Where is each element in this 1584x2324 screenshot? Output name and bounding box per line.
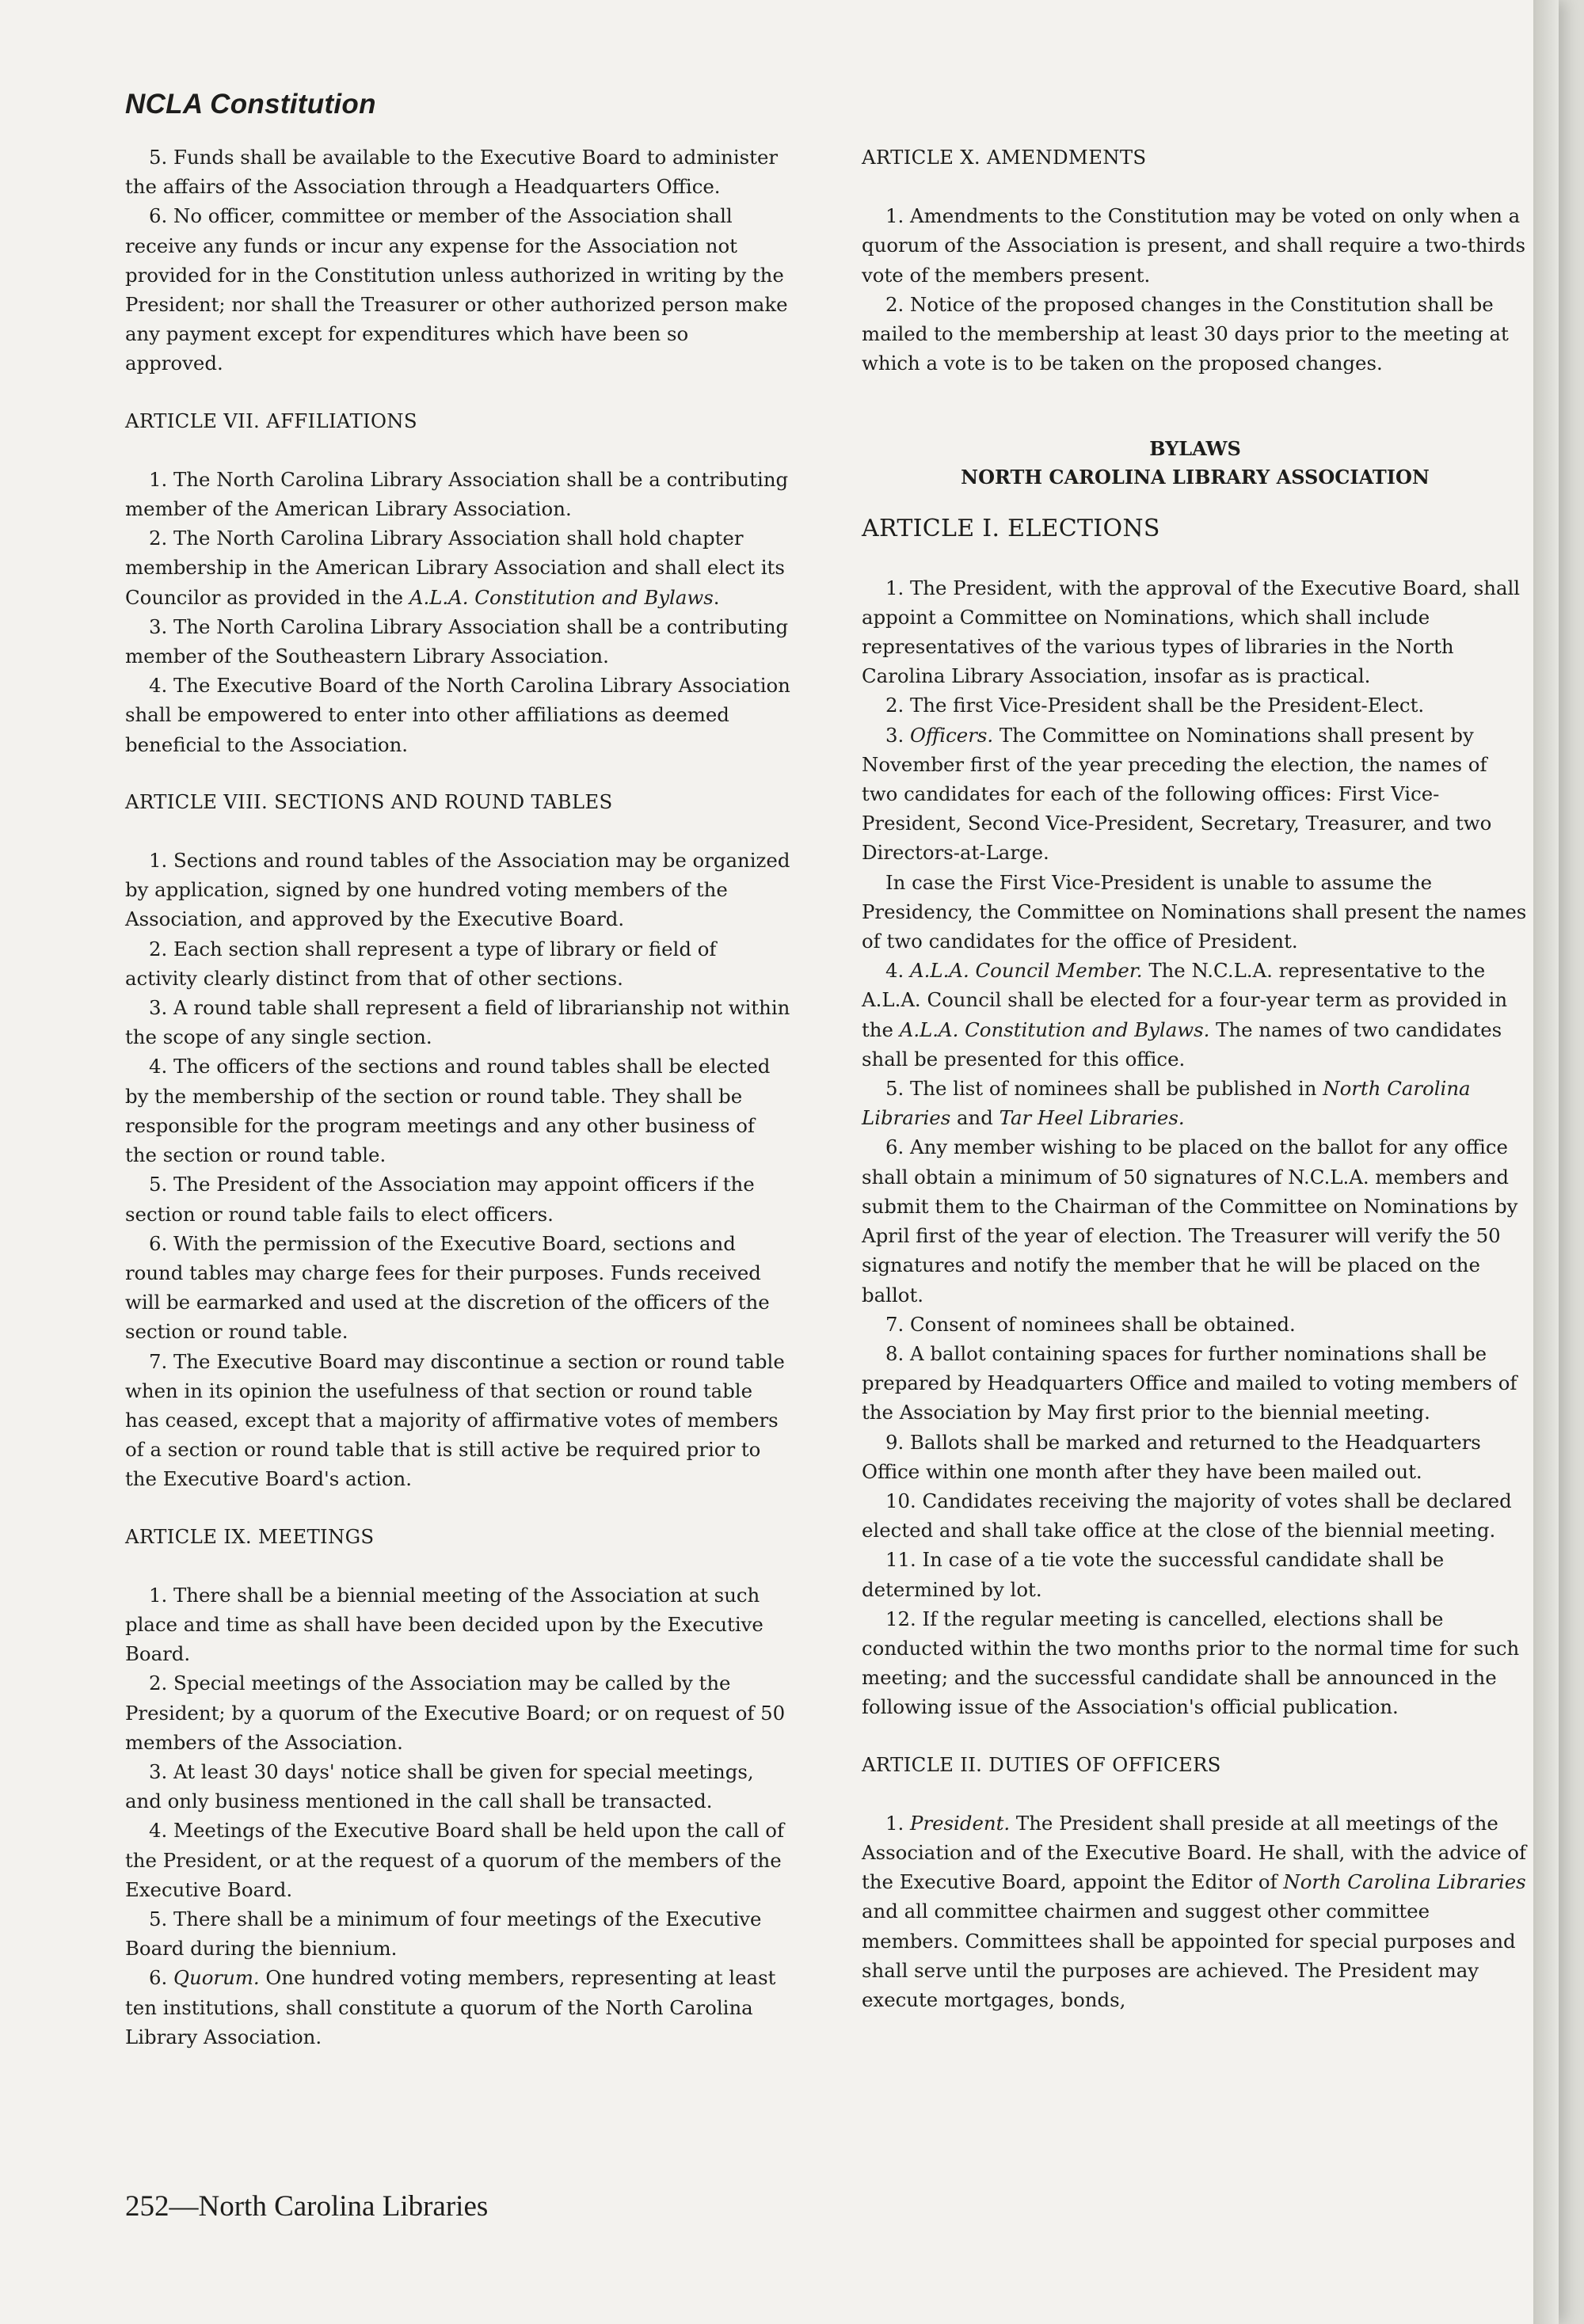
paragraph: 2. Each section shall represent a type of library or field of activity clearly distinct from that of other sections. bbox=[125, 937, 717, 990]
text-run: The N.C.L.A. representative to the A.L.A. Council shall be elected for a four-year term as provided in the bbox=[862, 959, 1508, 1041]
paragraph: 3. At least 30 days' notice shall be given for special meetings, and only business mentioned in the call shall be transacted. bbox=[125, 1759, 754, 1813]
paragraph bbox=[125, 523, 792, 612]
paragraph: 1. There shall be a biennial meeting of the Association at such place and time as shall have been decided upon by the Executive Board. bbox=[125, 1583, 763, 1666]
italic-term: Quorum. bbox=[173, 1966, 260, 1990]
paragraph: 7. Consent of nominees shall be obtained. bbox=[885, 1312, 1296, 1336]
paragraph: 1. The North Carolina Library Association shall be a contributing member of the American Library Association. bbox=[125, 467, 789, 521]
article-body bbox=[862, 1809, 1529, 2014]
italic-title: North Carolina Libraries bbox=[1283, 1870, 1526, 1894]
paragraph: 12. If the regular meeting is cancelled, elections shall be conducted within the two months prior to the normal time for such meeting; and the successful candidate shall be announced in the following issue of the Association's official publication. bbox=[862, 1607, 1520, 1719]
paragraph: 10. Candidates receiving the majority of votes shall be declared elected and shall take office at the close of the biennial meeting. bbox=[862, 1489, 1512, 1542]
running-header: NCLA Constitution bbox=[125, 89, 376, 120]
text-run: and bbox=[950, 1106, 1000, 1130]
paragraph bbox=[862, 721, 1529, 868]
bylaws-subtitle: NORTH CAROLINA LIBRARY ASSOCIATION bbox=[961, 466, 1430, 489]
article-body bbox=[125, 1580, 792, 2052]
paragraph bbox=[125, 1963, 792, 2052]
paragraph: 2. Notice of the proposed changes in the Constitution shall be mailed to the membership at least 30 days prior to the meeting at which a vote is to be taken on the proposed changes. bbox=[862, 292, 1509, 375]
paragraph: 4. The Executive Board of the North Carolina Library Association shall be empowered to enter into other affiliations as deemed beneficial to the Association. bbox=[125, 674, 790, 756]
paragraph: 6. With the permission of the Executive Board, sections and round tables may charge fees for their purposes. Funds received will be earmarked and used at the discretion of the officers of the section or round table. bbox=[125, 1231, 770, 1344]
paragraph bbox=[862, 1809, 1529, 2014]
right-column bbox=[862, 143, 1529, 2014]
paragraph: 3. A round table shall represent a field of librarianship not within the scope of any single section. bbox=[125, 996, 790, 1049]
text-run: The Committee on Nominations shall present by November first of the year preceding the election, the names of two candidates for each of the following offices: First Vice-President, Second Vice-President, Secretary, Treasurer, and two Directors-at-Large. bbox=[862, 723, 1492, 865]
article-heading: ARTICLE X. AMENDMENTS bbox=[862, 146, 1147, 169]
text-run: The President shall preside at all meetings of the Association and of the Executive Board. He shall, with the advice of the Executive Board, appoint the Editor of bbox=[862, 1811, 1526, 1894]
text-run: 6. bbox=[149, 1966, 174, 1990]
left-column bbox=[125, 143, 792, 2052]
paragraph: 2. The first Vice-President shall be the President-Elect. bbox=[885, 694, 1425, 717]
constitution-continuation bbox=[125, 143, 792, 378]
paragraph: 1. Amendments to the Constitution may be voted on only when a quorum of the Association is present, and shall require a two-thirds vote of the members present. bbox=[862, 204, 1526, 287]
paragraph: 4. Meetings of the Executive Board shall be held upon the call of the President, or at the request of a quorum of the members of the Executive Board. bbox=[125, 1819, 784, 1901]
article-heading: ARTICLE VII. AFFILIATIONS bbox=[125, 409, 417, 432]
article-heading: ARTICLE IX. MEETINGS bbox=[125, 1524, 375, 1548]
article-heading: ARTICLE II. DUTIES OF OFFICERS bbox=[862, 1752, 1221, 1776]
article-heading: ARTICLE I. ELECTIONS bbox=[862, 515, 1160, 543]
paragraph: 5. There shall be a minimum of four meetings of the Executive Board during the biennium. bbox=[125, 1907, 762, 1961]
italic-title: A.L.A. Constitution and Bylaws. bbox=[899, 1017, 1210, 1041]
paragraph: 1. The President, with the approval of the Executive Board, shall appoint a Committee on Nominations, which shall include representatives of the various types of libraries in the North Carolina Library Association, insofar as is practical. bbox=[862, 576, 1521, 688]
text-run: The names of two candidates shall be presented for this office. bbox=[862, 1017, 1502, 1071]
article-body bbox=[125, 465, 792, 759]
text-run: and all committee chairmen and suggest other committee members. Committees shall be appointed for special purposes and shall serve until the purposes are achieved. The President may execute mortgages, bonds, bbox=[862, 1900, 1516, 2011]
paragraph: 4. The officers of the sections and round tables shall be elected by the membership of the section or round table. They shall be responsible for the program meetings and any other business of the section or round table. bbox=[125, 1055, 771, 1167]
paragraph: 3. The North Carolina Library Association shall be a contributing member of the Southeastern Library Association. bbox=[125, 614, 789, 668]
article-body bbox=[125, 846, 792, 1493]
italic-term: President. bbox=[910, 1811, 1011, 1835]
page-edge bbox=[1533, 0, 1559, 2324]
text-run: 2. The North Carolina Library Association shall hold chapter membership in the American Library Association and shall elect its Councilor as provided in the bbox=[125, 527, 785, 609]
text-run: . bbox=[713, 585, 720, 609]
paragraph: 5. The President of the Association may appoint officers if the section or round table fails to elect officers. bbox=[125, 1173, 755, 1226]
paragraph: In case the First Vice-President is unable to assume the Presidency, the Committee on Nominations shall present the names of two candidates for the office of President. bbox=[862, 870, 1527, 953]
text-run: 4. bbox=[885, 959, 911, 983]
paragraph bbox=[862, 956, 1529, 1074]
paragraph: 5. Funds shall be available to the Executive Board to administer the affairs of the Association through a Headquarters Office. bbox=[125, 146, 779, 199]
paragraph bbox=[862, 1074, 1529, 1132]
italic-title: Tar Heel Libraries. bbox=[999, 1106, 1185, 1130]
article-heading: ARTICLE VIII. SECTIONS AND ROUND TABLES bbox=[125, 789, 613, 813]
paragraph: 6. Any member wishing to be placed on the ballot for any office shall obtain a minimum of 50 signatures of N.C.L.A. members and submit them to the Chairman of the Committee on Nominations by April first of the year of election. The Treasurer will verify the 50 signatures and notify the member that he will be placed on the ballot. bbox=[862, 1135, 1518, 1307]
paragraph: 9. Ballots shall be marked and returned to the Headquarters Office within one month after they have been mailed out. bbox=[862, 1430, 1481, 1483]
italic-title: A.L.A. Constitution and Bylaws bbox=[409, 585, 714, 609]
text-run: 3. bbox=[885, 723, 911, 747]
page-footer: 252—North Carolina Libraries bbox=[125, 2190, 489, 2223]
paragraph: 2. Special meetings of the Association may be called by the President; by a quorum of the Executive Board; or on request of 50 members of the Association. bbox=[125, 1672, 786, 1754]
italic-term: A.L.A. Council Member. bbox=[910, 959, 1143, 983]
text-run: 5. The list of nominees shall be published in bbox=[885, 1077, 1323, 1101]
paragraph: 6. No officer, committee or member of the Association shall receive any funds or incur any expense for the Association not provided for in the Constitution unless authorized in writing by the President; nor shall the Treasurer or other authorized person make any payment except for expenditures which have been so approved. bbox=[125, 204, 788, 375]
italic-title: North Carolina Libraries bbox=[862, 1077, 1471, 1130]
paragraph: 11. In case of a tie vote the successful candidate shall be determined by lot. bbox=[862, 1548, 1445, 1601]
paragraph: 8. A ballot containing spaces for further nominations shall be prepared by Headquarters Office and mailed to voting members of the Association by May first prior to the biennial meeting. bbox=[862, 1341, 1517, 1424]
paragraph: 7. The Executive Board may discontinue a section or round table when in its opinion the usefulness of that section or round table has ceased, except that a majority of affirmative votes of members of a section or round table that is still active be required prior to the Executive Board's action. bbox=[125, 1349, 785, 1491]
italic-term: Officers. bbox=[910, 723, 994, 747]
text-run: One hundred voting members, representing at least ten institutions, shall constitute a quorum of the North Carolina Library Association. bbox=[125, 1966, 776, 2048]
article-body bbox=[862, 573, 1529, 1722]
article-body bbox=[862, 201, 1529, 378]
text-run: 1. bbox=[885, 1811, 911, 1835]
paragraph: 1. Sections and round tables of the Association may be organized by application, signed by one hundred voting members of the Association, and approved by the Executive Board. bbox=[125, 849, 790, 931]
bylaws-title: BYLAWS bbox=[1149, 437, 1241, 461]
